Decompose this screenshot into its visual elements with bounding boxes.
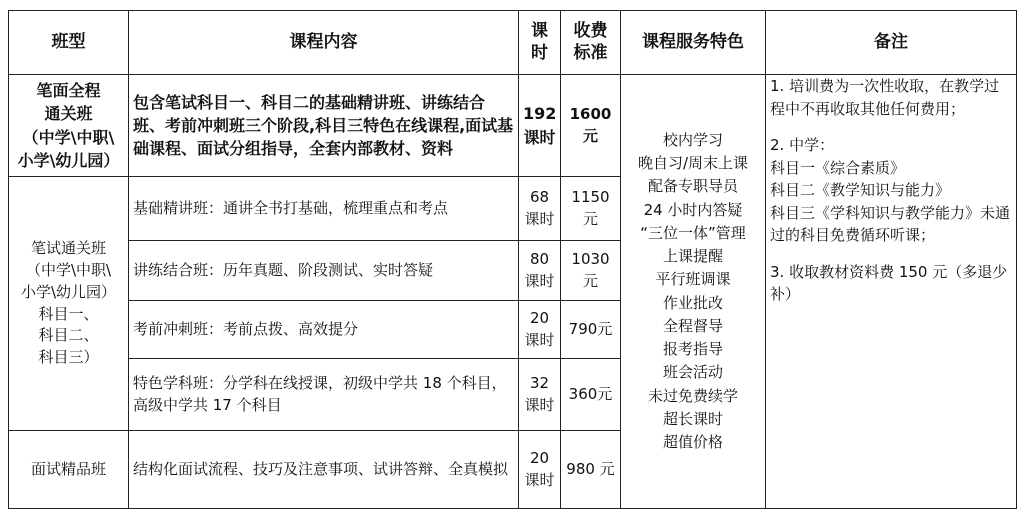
remarks-cell (766, 75, 1017, 509)
header-remarks: 备注 (766, 11, 1017, 75)
fee-cell: 1030元 (561, 241, 621, 301)
feature-item: “三位一体”管理 (640, 223, 746, 242)
header-content: 课程内容 (129, 11, 519, 75)
fee-cell: 790元 (561, 301, 621, 359)
header-features: 课程服务特色 (621, 11, 766, 75)
feature-item: 24 小时内答疑 (643, 200, 743, 219)
feature-item: 晚自习/周末上课 (637, 154, 749, 172)
content-cell: 结构化面试流程、技巧及注意事项、试讲答辩、全真模拟 (129, 431, 519, 509)
hours-cell: 80 课时 (519, 241, 561, 301)
feature-item: 报考指导 (662, 340, 723, 358)
feature-item: 班会活动 (662, 363, 723, 382)
remark-item: 1. 培训费为一次性收取，在教学过程中不再收取其他任何费用； (770, 77, 1000, 118)
hours-cell: 20 课时 (519, 301, 561, 359)
content-cell: 讲练结合班：历年真题、阶段测试、实时答疑 (129, 241, 519, 301)
hours-cell: 68 课时 (519, 177, 561, 241)
fee-cell: 1150元 (561, 177, 621, 241)
feature-item: 作业批改 (662, 293, 723, 312)
feature-item: 上课提醒 (662, 247, 723, 265)
hours-cell: 192 课时 (519, 75, 561, 177)
content-cell: 考前冲刺班：考前点拨、高效提分 (129, 301, 519, 359)
feature-item: 校内学习 (662, 130, 723, 149)
feature-item: 全程督导 (662, 316, 723, 335)
class-type-cell: 面试精品班 (9, 431, 129, 509)
feature-item: 超长课时 (662, 409, 723, 428)
content-cell: 特色学科班：分学科在线授课，初级中学共 18 个科目，高级中学共 17 个科目 (129, 359, 519, 431)
feature-item: 未过免费续学 (647, 386, 738, 405)
fee-table (8, 10, 1017, 509)
content-cell: 基础精讲班：通讲全书打基础，梳理重点和考点 (129, 177, 519, 241)
header-hours: 课时 (519, 11, 561, 75)
table-row (9, 75, 1017, 177)
header-fee: 收费 标准 (561, 11, 621, 75)
features-cell (621, 75, 766, 509)
feature-item: 配备专职导员 (647, 177, 738, 196)
class-type-cell: 笔面全程 通关班 （中学\中职\ 小学\幼儿园） (9, 75, 129, 177)
feature-item: 平行班调课 (655, 270, 731, 289)
header-class-type: 班型 (9, 11, 129, 75)
feature-item: 超值价格 (662, 433, 723, 451)
class-type-cell: 笔试通关班 （中学\中职\ 小学\幼儿园） 科目一、 科目二、 科目三） (9, 177, 129, 431)
content-cell: 包含笔试科目一、科目二的基础精讲班、讲练结合班、考前冲刺班三个阶段,科目三特色在线课程,面试基础课程、面试分组指导，全套内部教材、资料 (129, 75, 519, 177)
header-row (9, 11, 1017, 75)
remark-item: 3. 收取教材资料费 150 元（多退少补） (770, 262, 1008, 303)
fee-cell: 980 元 (561, 431, 621, 509)
fee-cell: 360元 (561, 359, 621, 431)
hours-cell: 32 课时 (519, 359, 561, 431)
fee-cell: 1600 元 (561, 75, 621, 177)
hours-cell: 20 课时 (519, 431, 561, 509)
remark-item: 2. 中学： 科目一《综合素质》 科目二《教学知识与能力》 科目三《学科知识与教学能力》未通过的科目免费循环听课； (770, 136, 1011, 244)
